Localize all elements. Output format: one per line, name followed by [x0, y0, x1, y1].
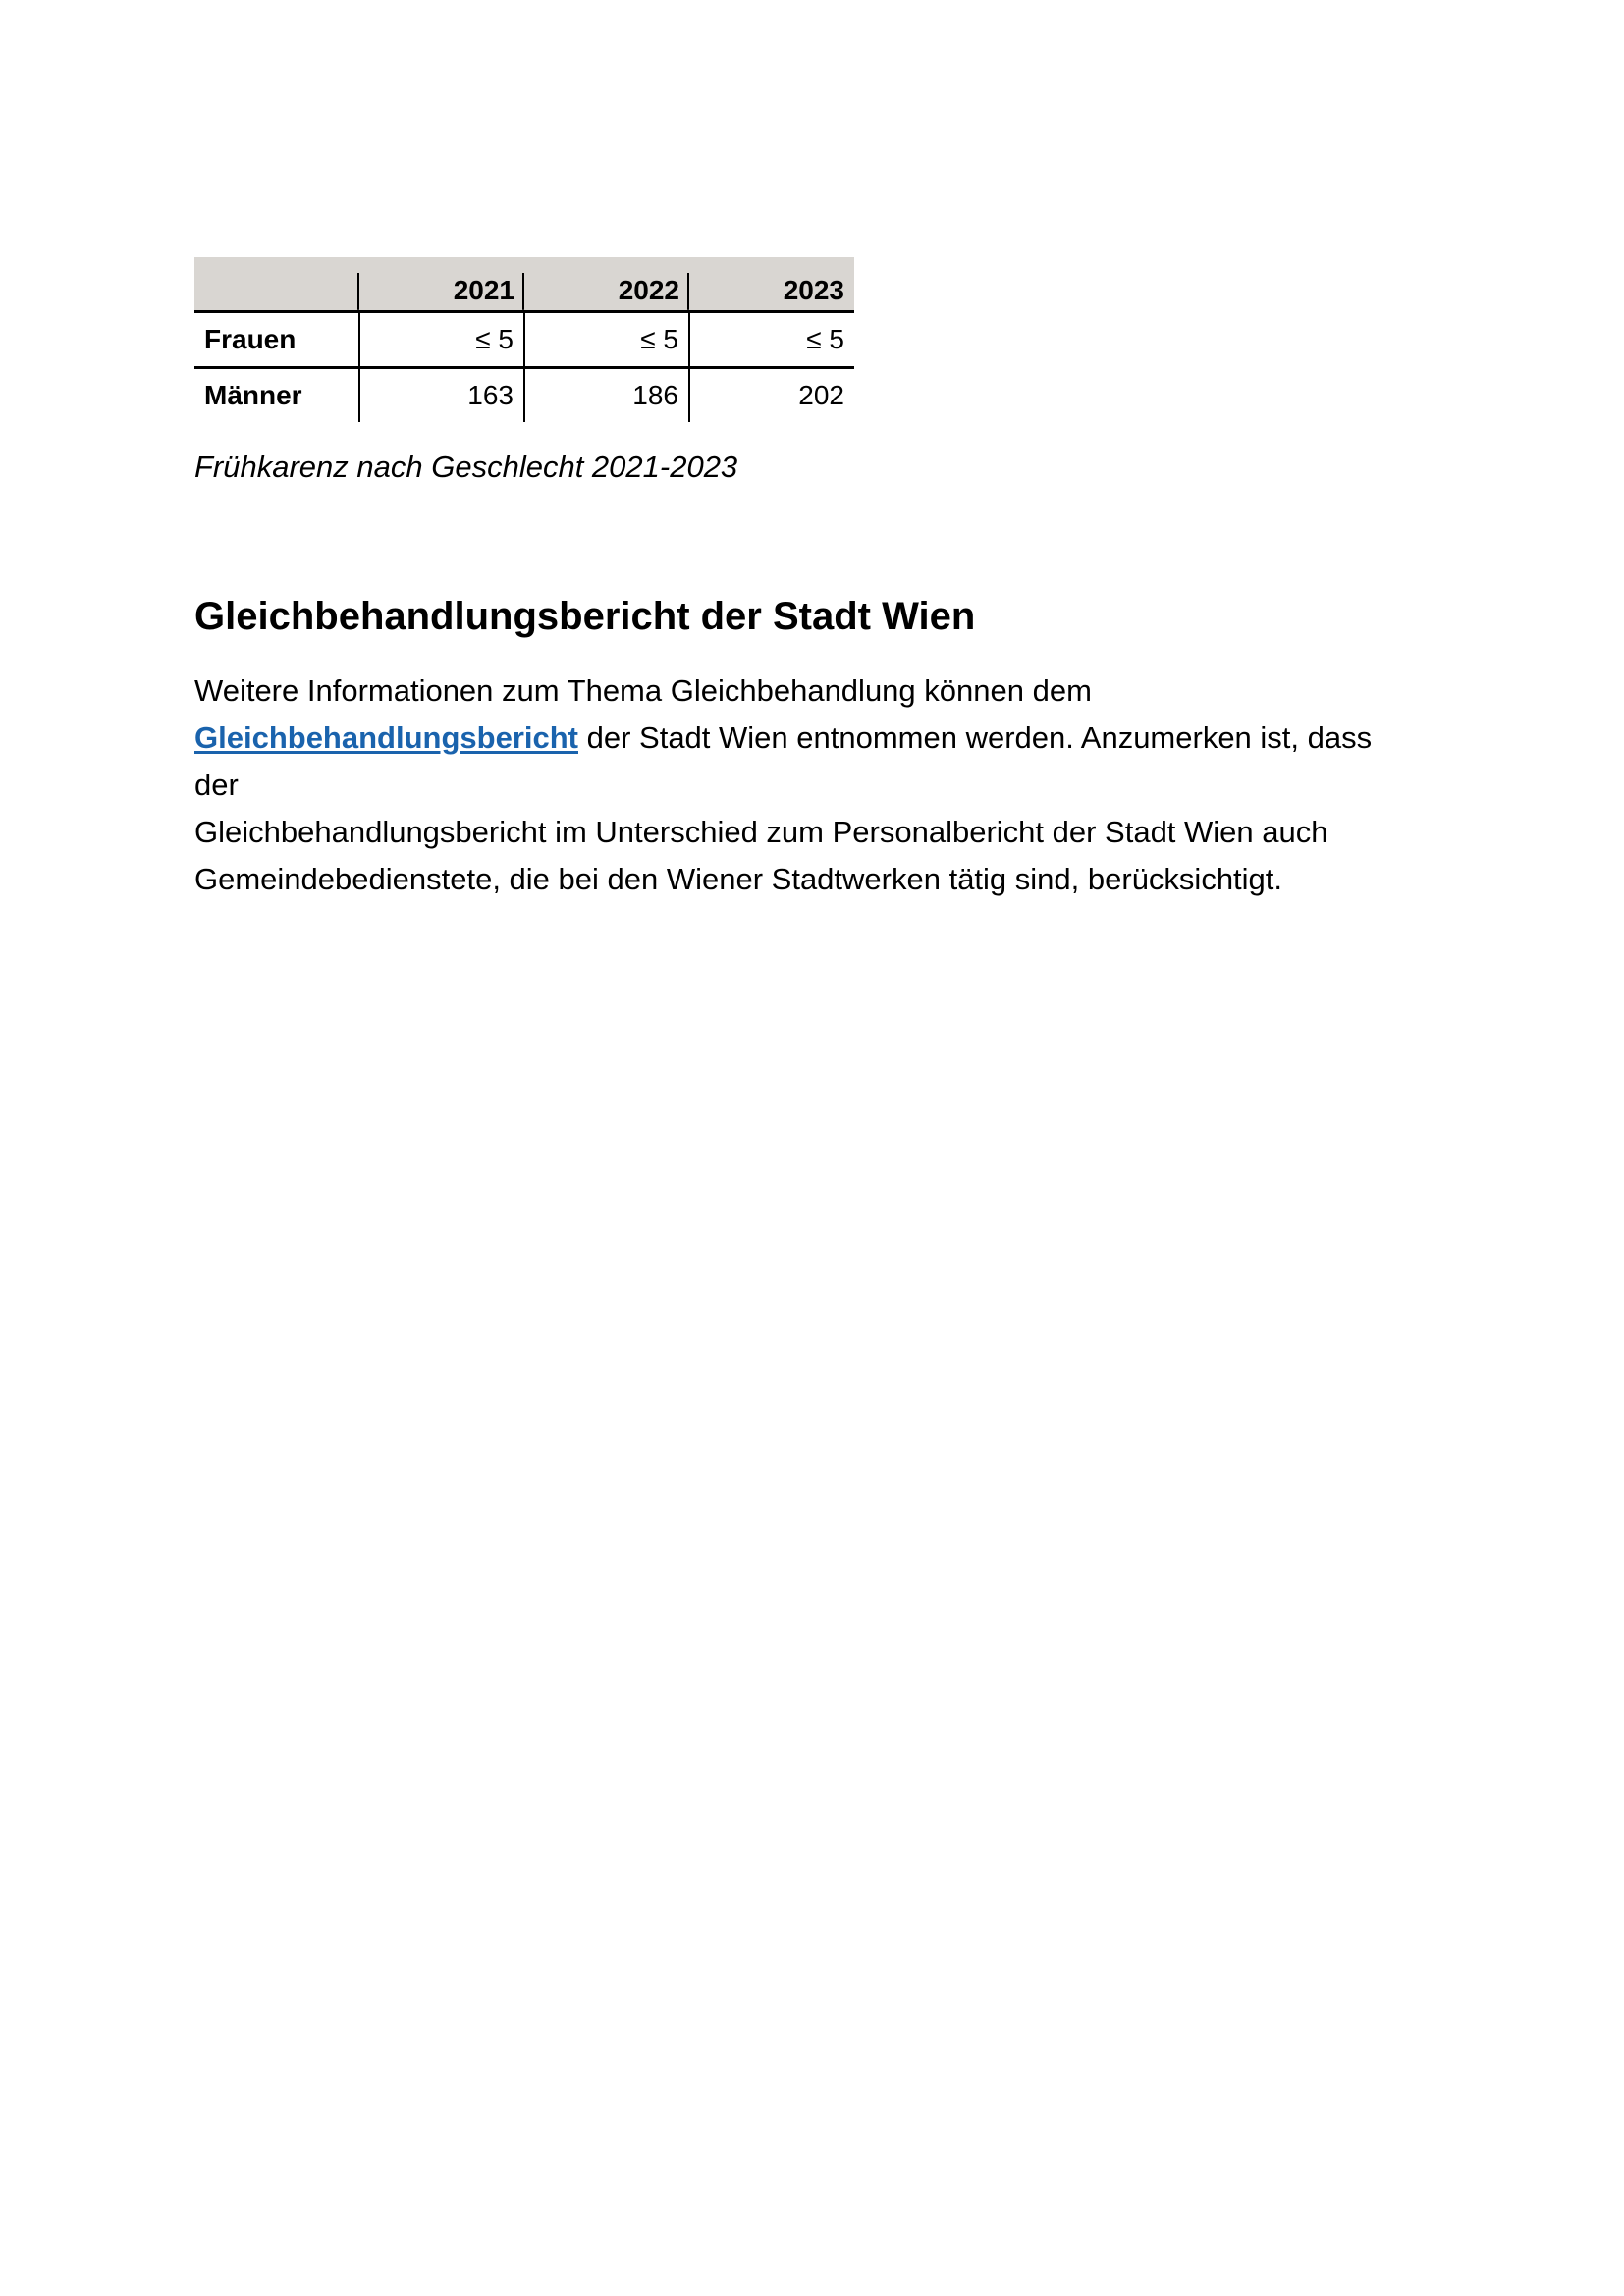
table-cell: 186: [524, 368, 689, 423]
paragraph-text: Gemeindebedienstete, die bei den Wiener Stadtwerken tätig sind, berücksichtigt.: [194, 862, 1283, 896]
table-header-row: [194, 257, 854, 312]
row-label: Frauen: [194, 312, 359, 368]
paragraph-text: Gleichbehandlungsbericht im Unterschied zum Personalbericht der Stadt Wien auch: [194, 815, 1328, 849]
table-cell: ≤ 5: [689, 312, 854, 368]
table-cell: ≤ 5: [359, 312, 524, 368]
gleichbehandlungsbericht-link[interactable]: Gleichbehandlungsbericht: [194, 721, 578, 755]
table-row: [194, 368, 854, 423]
body-paragraph: [194, 667, 1402, 903]
table-cell: 202: [798, 380, 844, 410]
column-header-year: 2022: [524, 257, 689, 312]
table-caption: Frühkarenz nach Geschlecht 2021-2023: [194, 450, 738, 484]
section-heading: Gleichbehandlungsbericht der Stadt Wien: [194, 595, 976, 638]
row-label: Männer: [194, 368, 359, 423]
fruehkarenz-table: [194, 257, 854, 422]
column-header-year: 2023: [689, 257, 854, 312]
table-row: [194, 312, 854, 368]
table-cell: 163: [359, 368, 524, 423]
table-cell: ≤ 5: [524, 312, 689, 368]
paragraph-text: der Stadt Wien entnommen werden. Anzumerken ist, dass der: [194, 721, 1373, 802]
column-header-year: 2021: [359, 257, 524, 312]
paragraph-text: Weitere Informationen zum Thema Gleichbehandlung können dem: [194, 673, 1092, 708]
table-corner-cell: [194, 257, 359, 312]
